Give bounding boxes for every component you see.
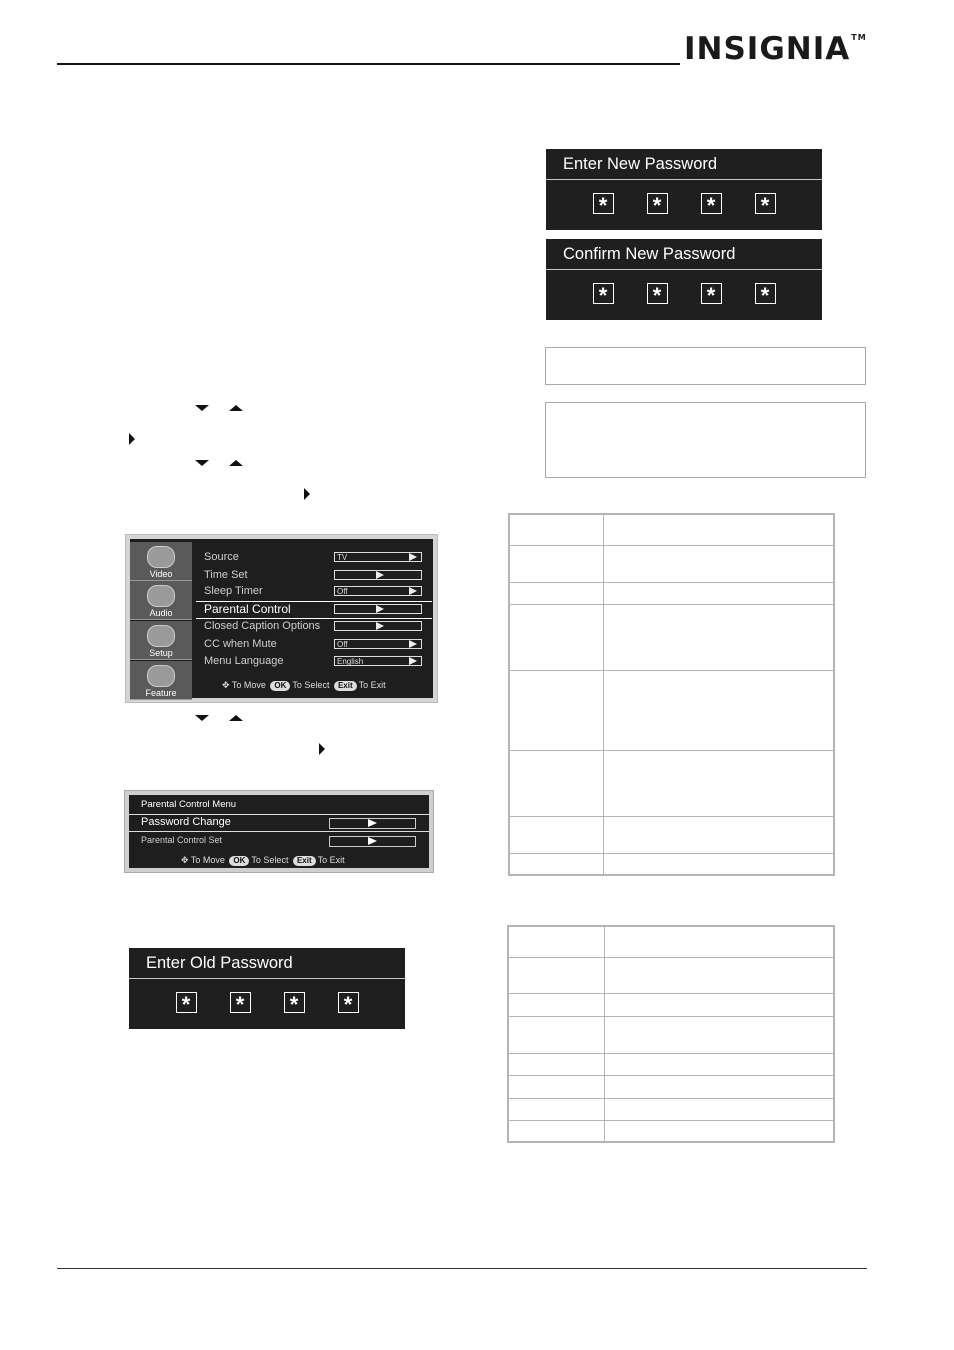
password-digit: * <box>701 283 722 304</box>
move-icon: ✥ <box>222 680 230 690</box>
password-change-value[interactable] <box>329 818 416 829</box>
menu-item-closed-caption[interactable]: Closed Caption Options <box>204 618 426 635</box>
setup-icon <box>147 625 175 647</box>
rating-table-2 <box>507 925 835 1143</box>
exit-key-icon: Exit <box>293 856 316 866</box>
rating-table-1 <box>508 513 835 876</box>
header-rule <box>57 63 680 65</box>
panel-title: Confirm New Password <box>546 239 822 270</box>
video-icon <box>147 546 175 568</box>
password-digit: * <box>284 992 305 1013</box>
sidebar-item-video[interactable]: Video <box>130 542 192 581</box>
right-arrow-icon <box>129 433 135 445</box>
note-box <box>545 347 866 385</box>
ok-key-icon: OK <box>229 856 249 866</box>
brand-logo: INSIGNIA™ <box>684 31 867 67</box>
menu-item-parental-control-set[interactable]: Parental Control Set <box>141 835 223 845</box>
sidebar-item-setup[interactable]: Setup <box>130 621 192 660</box>
confirm-new-password-panel <box>546 239 822 320</box>
menu-item-time-set[interactable]: Time Set <box>204 567 426 584</box>
password-digit: * <box>593 193 614 214</box>
menu-item-menu-language[interactable]: Menu Language English <box>204 653 426 670</box>
sidebar-item-audio[interactable]: Audio <box>130 581 192 620</box>
menu-item-cc-when-mute[interactable]: CC when Mute Off <box>204 636 426 653</box>
password-digit: * <box>647 193 668 214</box>
panel-title: Enter Old Password <box>129 948 405 979</box>
menu-item-password-change[interactable]: Password Change <box>141 816 231 828</box>
menu-item-sleep-timer[interactable]: Sleep Timer Off <box>204 583 426 600</box>
password-digit: * <box>701 193 722 214</box>
right-arrow-icon <box>304 488 310 500</box>
password-digit: * <box>593 283 614 304</box>
menu-hint-bar: ✥ To Move OK To Select Exit To Exit <box>222 680 386 690</box>
password-digit: * <box>755 283 776 304</box>
caution-box <box>545 402 866 478</box>
move-icon: ✥ <box>181 855 189 865</box>
parental-menu-title: Parental Control Menu <box>141 799 237 810</box>
exit-key-icon: Exit <box>334 681 357 691</box>
sidebar-item-feature[interactable]: Feature <box>130 661 192 700</box>
down-arrow-icon <box>195 715 209 721</box>
down-arrow-icon <box>195 405 209 411</box>
password-digit: * <box>176 992 197 1013</box>
up-arrow-icon <box>229 715 243 721</box>
down-arrow-icon <box>195 460 209 466</box>
panel-title: Enter New Password <box>546 149 822 180</box>
up-arrow-icon <box>229 460 243 466</box>
password-digit: * <box>755 193 776 214</box>
right-arrow-icon <box>319 743 325 755</box>
password-digit: * <box>338 992 359 1013</box>
enter-old-password-panel <box>129 948 405 1029</box>
feature-icon <box>147 665 175 687</box>
password-digit: * <box>230 992 251 1013</box>
menu-item-parental-control[interactable]: Parental Control <box>204 601 426 618</box>
setup-menu-screenshot <box>125 534 438 703</box>
parental-control-menu-screenshot <box>124 790 434 873</box>
ok-key-icon: OK <box>270 681 290 691</box>
audio-icon <box>147 585 175 607</box>
password-digit: * <box>647 283 668 304</box>
up-arrow-icon <box>229 405 243 411</box>
menu-item-source[interactable]: Source TV <box>204 549 426 566</box>
parental-hint-bar: ✥ To Move OK To Select Exit To Exit <box>181 855 345 865</box>
footer-rule <box>57 1268 867 1269</box>
enter-new-password-panel <box>546 149 822 230</box>
parental-control-set-value[interactable] <box>329 836 416 847</box>
